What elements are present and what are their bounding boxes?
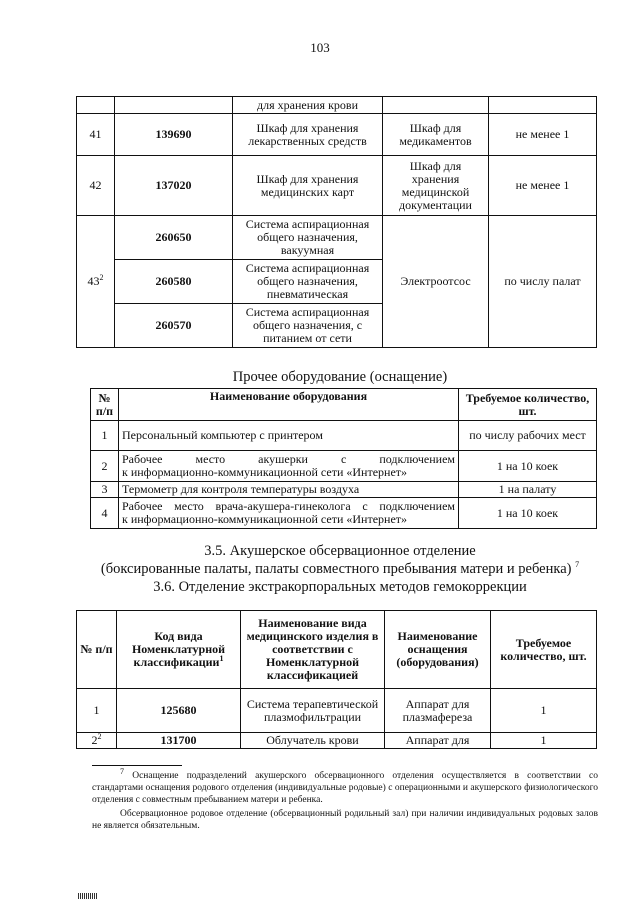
row-number: 41 — [77, 114, 115, 156]
header-equipment-name: Наименование оснащения (оборудования) — [385, 611, 491, 689]
equipment-name — [119, 451, 459, 482]
table-header-row — [91, 389, 597, 421]
table-row — [77, 689, 597, 733]
hemocorrection-equipment-table — [76, 610, 597, 749]
device-name: для хранения крови — [233, 97, 383, 114]
footnote-7-continued: Обсервационное родовое отделение (обсервационный родильный зал) при наличии индивидуальных родовых залов не является обязательным. — [92, 809, 598, 831]
device-name: Система терапевтической плазмофильтрации — [241, 689, 385, 733]
other-equipment-table — [90, 388, 597, 529]
row-number: 1 — [91, 421, 119, 451]
row-number: 3 — [91, 482, 119, 498]
footnote-7: $^7$ Оснащение подразделений акушерского обсервационного отделения осуществляется в соответствии со стандартами оснащения родового отделения (индивидуальные родовые) с операционными и акушерского физиологического отделения с совместным пребыванием матери и ребенка. — [92, 766, 599, 805]
header-num: № п/п — [91, 389, 119, 421]
equipment-name-line: к информационно-коммуникационной сети «Интернет» — [122, 465, 408, 479]
table-row — [77, 733, 597, 749]
device-name: Облучатель крови — [241, 733, 385, 749]
header-num: № п/п — [77, 611, 117, 689]
row-number: 4 — [91, 498, 119, 529]
required-quantity: не менее 1 — [489, 156, 597, 216]
table-row — [77, 114, 597, 156]
page-number: 103 — [310, 40, 330, 55]
row-number: 2 — [91, 451, 119, 482]
equipment-name — [383, 97, 489, 114]
equipment-table-continued — [76, 96, 597, 348]
table-row — [77, 97, 597, 114]
nomenclature-code — [115, 97, 233, 114]
required-quantity: 1 — [491, 733, 597, 749]
equipment-name: Электроотсос — [383, 216, 489, 348]
required-quantity: не менее 1 — [489, 114, 597, 156]
equipment-name — [119, 498, 459, 529]
device-name: Шкаф для хранения лекарственных средств — [233, 114, 383, 156]
row-number: 1 — [77, 689, 117, 733]
equipment-name-line: Рабочее место врача-акушера-гинеколога с подключением — [122, 499, 455, 513]
table-row — [91, 421, 597, 451]
header-equipment-name: Наименование оборудования — [119, 389, 459, 421]
nomenclature-code: 260580 — [115, 260, 233, 304]
nomenclature-code: 139690 — [115, 114, 233, 156]
required-quantity: по числу палат — [489, 216, 597, 348]
table-row — [91, 451, 597, 482]
required-quantity: 1 на 10 коек — [459, 498, 597, 529]
table-row — [77, 216, 597, 260]
header-quantity: Требуемое количество, шт. — [491, 611, 597, 689]
equipment-name: Аппарат для — [385, 733, 491, 749]
equipment-name: Аппарат для плазмафереза — [385, 689, 491, 733]
equipment-name-line: к информационно-коммуникационной сети «Интернет» — [122, 512, 408, 526]
section-3-6-title: 3.6. Отделение экстракорпоральных методов гемокоррекции — [153, 579, 527, 595]
section-3-5-title: 3.5. Акушерское обсервационное отделение — [204, 543, 476, 559]
header-quantity: Требуемое количество, шт. — [459, 389, 597, 421]
section-3-5-subtitle: (боксированные палаты, палаты совместного пребывания матери и ребенка) $^7$ — [100, 560, 580, 577]
required-quantity: 1 на палату — [459, 482, 597, 498]
required-quantity — [489, 97, 597, 114]
equipment-name: Термометр для контроля температуры воздуха — [119, 482, 459, 498]
required-quantity: по числу рабочих мест — [459, 421, 597, 451]
device-name: Система аспирационная общего назначения, вакуумная — [233, 216, 383, 260]
device-name: Система аспирационная общего назначения, пневматическая — [233, 260, 383, 304]
header-device-name: Наименование вида медицинского изделия в соответствии с Номенклатурной классификацией — [241, 611, 385, 689]
table-row — [91, 498, 597, 529]
table-row — [77, 156, 597, 216]
row-number: $2^2$ — [77, 733, 117, 749]
device-name: Система аспирационная общего назначения, с питанием от сети — [233, 304, 383, 348]
device-name: Шкаф для хранения медицинских карт — [233, 156, 383, 216]
nomenclature-code: 131700 — [117, 733, 241, 749]
row-number — [77, 97, 115, 114]
header-code: Код вида Номенклатурной классификации$^1$ — [117, 611, 241, 689]
row-number: $43^2$ — [77, 216, 115, 348]
equipment-name: Персональный компьютер с принтером — [119, 421, 459, 451]
scan-mark — [78, 893, 98, 899]
nomenclature-code: 125680 — [117, 689, 241, 733]
equipment-name: Шкаф для медикаментов — [383, 114, 489, 156]
row-number: 42 — [77, 156, 115, 216]
other-equipment-title: Прочее оборудование (оснащение) — [232, 369, 448, 385]
nomenclature-code: 260650 — [115, 216, 233, 260]
table-header-row — [77, 611, 597, 689]
required-quantity: 1 — [491, 689, 597, 733]
nomenclature-code: 260570 — [115, 304, 233, 348]
equipment-name: Шкаф для хранения медицинской документации — [383, 156, 489, 216]
table-row — [91, 482, 597, 498]
required-quantity: 1 на 10 коек — [459, 451, 597, 482]
footnote-separator — [92, 765, 182, 766]
equipment-name-line: Рабочее место акушерки с подключением — [122, 452, 455, 466]
nomenclature-code: 137020 — [115, 156, 233, 216]
